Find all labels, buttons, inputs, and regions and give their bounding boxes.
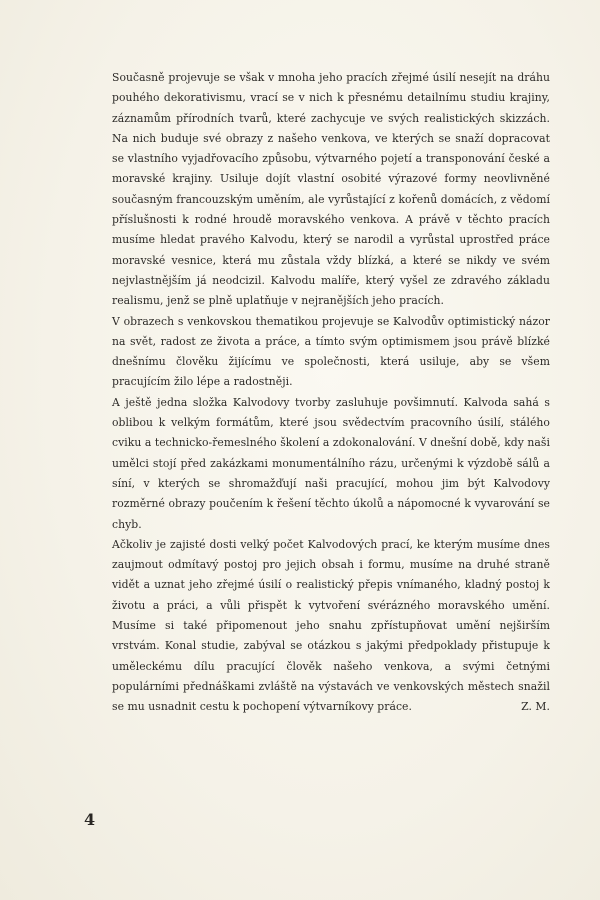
paragraph-2: V obrazech s venkovskou thematikou projevuje se Kalvodův optimistický názor na svět, radost ze života a práce, a tímto svým optimismem jsou právě blízké dnešnímu člověku žijícímu ve společnosti, která usiluje, aby se všem pracujícím žilo lépe a radostněji. — [112, 314, 550, 389]
closing-paragraph — [112, 535, 550, 718]
paragraph-1: Současně projevuje se však v mnoha jeho pracích zřejmé úsilí nesejít na dráhu pouhého dekorativismu, vrací se v nich k přesnému detailnímu studiu krajiny, záznamům přírodních tvarů, které zachycuje ve svých realistických skizzách. Na nich buduje své obrazy z našeho venkova, ve kterých se snaží dopracovat se vlastního vyjadřovacího způsobu, výtvarného pojetí a transponování české a moravské krajiny. Usiluje dojít vlastní osobité výrazové formy neovlivněné současným francouzským uměním, ale vyrůstající z kořenů domácích, z vědomí příslušnosti k rodné hroudě moravského venkova. A právě v těchto pracích musíme hledat pravého Kalvodu, který se narodil a vyrůstal uprostřed práce moravské vesnice, která mu zůstala vždy blízká, a které se nikdy ve svém nejvlastnějším já neodcizil. Kalvodu malíře, který vyšel ze zdravého základu realismu, jenž se plně uplatňuje v nejranějších jeho pracích. — [112, 71, 550, 308]
author-initials: Z. M. — [521, 700, 550, 714]
paragraph-4: Ačkoliv je zajisté dosti velký počet Kalvodových prací, ke kterým musíme dnes zaujmout odmítavý postoj pro jejich obsah i formu, musíme na druhé straně vidět a uznat jeho zřejmé úsilí o realistický přepis vnímaného, kladný postoj k životu a práci, a vůli přispět k vytvoření svérázného moravského umění. Musíme si také připomenout jeho snahu zpřístupňovat umění nejširším vrstvám. Konal studie, zabýval se otázkou s jakými předpoklady přistupuje k uměleckému dílu pracující člověk našeho venkova, a svými četnými populárními přednáškami zvláště na výstavách ve venkovských městech snažil se mu usnadnit cestu k pochopení výtvarníkovy práce. — [112, 537, 550, 714]
article-body — [112, 68, 550, 718]
page-number: 4 — [84, 810, 96, 829]
paragraph-3: A ještě jedna složka Kalvodovy tvorby zasluhuje povšimnutí. Kalvoda sahá s oblibou k velkým formátům, které jsou svědectvím pracovního úsilí, stálého cviku a technicko-řemeslného školení a zdokonalování. V dnešní době, kdy naši umělci stojí před zakázkami monumentálního rázu, určenými k výzdobě sálů a síní, v kterých se shromažďují naši pracující, mohou jim být Kalvodovy rozměrné obrazy poučením k řešení těchto úkolů a nápomocné k vyvarování se chyb. — [112, 395, 550, 531]
